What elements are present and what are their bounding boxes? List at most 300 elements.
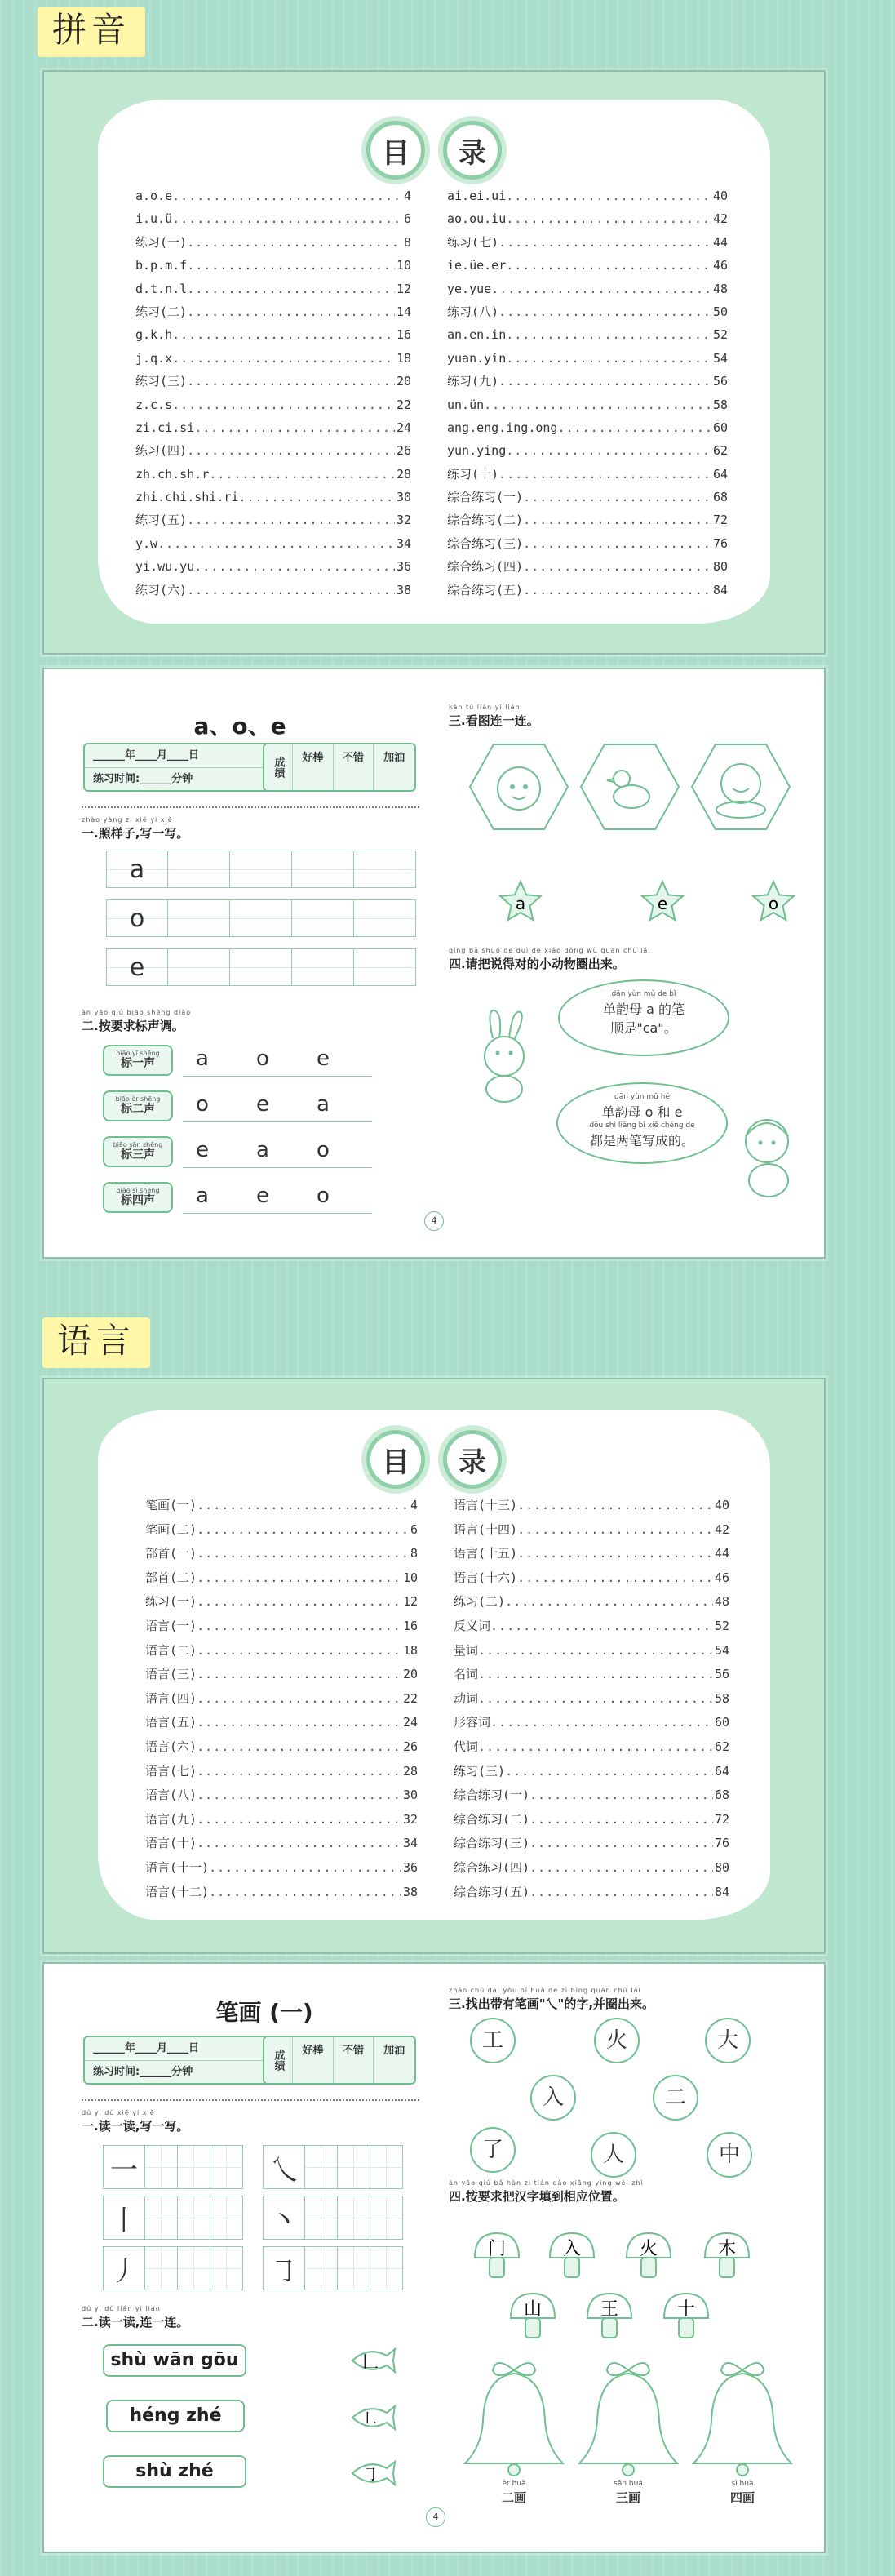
toc-entry-page: 6 xyxy=(410,1521,418,1537)
bell-answer-area[interactable] xyxy=(457,2356,571,2478)
toc-entry[interactable] xyxy=(447,254,728,277)
section-tag-label: 拼音 xyxy=(52,10,131,50)
toc-entry-page: 64 xyxy=(712,466,728,482)
mushroom-char: 山 xyxy=(523,2299,543,2320)
toc-entry-title: 语言(六) xyxy=(145,1739,197,1754)
toc-entry[interactable] xyxy=(145,1566,418,1591)
toc-entry[interactable] xyxy=(135,323,411,346)
character-circle[interactable]: 了 xyxy=(470,2127,516,2173)
toc-entry[interactable] xyxy=(454,1614,729,1639)
toc-leader-dots xyxy=(498,370,711,393)
stroke-name-pill[interactable]: shù wān gōu xyxy=(103,2344,246,2377)
toc-entry[interactable] xyxy=(447,532,728,555)
speech-bubble-boy xyxy=(556,1082,728,1164)
toc-entry[interactable] xyxy=(447,300,728,323)
character-circle[interactable]: 入 xyxy=(530,2075,576,2121)
toc-entry-page: 48 xyxy=(714,1594,729,1610)
toc-entry-title: 练习(二) xyxy=(454,1594,506,1610)
writing-cell[interactable] xyxy=(354,899,416,937)
practice-time-line[interactable]: 练习时间:______分钟 xyxy=(85,2060,274,2083)
tone-letter[interactable]: a xyxy=(196,1046,209,1071)
toc-entry[interactable] xyxy=(135,555,411,578)
toc-entry-page: 44 xyxy=(712,234,728,250)
tone-row-underline xyxy=(183,1076,372,1077)
writing-cell[interactable] xyxy=(370,2145,403,2189)
writing-cell[interactable] xyxy=(338,2196,370,2240)
pinyin-annotation: èr huà xyxy=(502,2480,526,2488)
boy-illustration[interactable] xyxy=(729,1110,808,1200)
toc-entry[interactable] xyxy=(454,1542,729,1566)
toc-entry[interactable] xyxy=(447,393,728,416)
stroke-name-pill[interactable]: shù zhé xyxy=(103,2455,246,2488)
toc-leader-dots xyxy=(209,1881,401,1905)
toc-leader-dots xyxy=(187,509,395,531)
toc-entry[interactable] xyxy=(454,1518,729,1543)
toc-entry[interactable] xyxy=(454,1735,729,1760)
writing-cell[interactable] xyxy=(305,2246,338,2290)
writing-cell[interactable] xyxy=(370,2246,403,2290)
toc-entry-page: 28 xyxy=(396,466,411,482)
practice-time-line[interactable]: 练习时间:______分钟 xyxy=(85,767,274,790)
tone-row-underline xyxy=(183,1167,372,1168)
toc-entry-page: 8 xyxy=(403,234,411,250)
toc-entry-title: 练习(九) xyxy=(447,374,499,389)
toc-leader-dots xyxy=(478,1663,713,1687)
toc-entry[interactable] xyxy=(145,1542,418,1566)
toc-entry[interactable] xyxy=(135,416,411,439)
toc-entry-title: 练习(一) xyxy=(135,234,188,250)
toc-leader-dots xyxy=(523,532,711,555)
toc-entry[interactable] xyxy=(447,486,728,509)
toc-entry[interactable] xyxy=(145,1614,418,1639)
toc-column-right xyxy=(447,184,728,602)
toc-entry-title: 语言(七) xyxy=(145,1763,197,1779)
tone-instruction-button[interactable] xyxy=(103,1136,173,1167)
pinyin-annotation: biāo sì shēng xyxy=(116,1187,160,1194)
toc-entry[interactable] xyxy=(135,207,411,230)
tone-letter[interactable]: o xyxy=(196,1092,209,1117)
toc-entry[interactable] xyxy=(447,184,728,207)
toc-entry-title: un.ün xyxy=(447,397,485,412)
writing-cell[interactable] xyxy=(354,948,416,986)
tone-letter[interactable]: e xyxy=(256,1184,269,1208)
toc-leader-dots xyxy=(529,1783,713,1808)
writing-row[interactable] xyxy=(106,899,416,937)
score-option[interactable]: 加油 xyxy=(373,2037,414,2083)
writing-row[interactable] xyxy=(106,851,416,888)
toc-leader-dots xyxy=(529,1856,713,1881)
toc-entry[interactable] xyxy=(447,347,728,370)
pinyin-annotation: dú yi dú xiě yi xiě xyxy=(82,2109,155,2116)
toc-entry[interactable] xyxy=(454,1590,729,1614)
character-circle[interactable]: 大 xyxy=(705,2018,751,2063)
toc-entry[interactable] xyxy=(447,416,728,439)
page-title: 笔画 (一) xyxy=(215,1999,313,2026)
toc-entry-page: 26 xyxy=(402,1739,418,1754)
score-option[interactable]: 不错 xyxy=(333,744,374,790)
toc-entry[interactable] xyxy=(454,1663,729,1687)
writing-cell[interactable] xyxy=(178,2246,210,2290)
toc-entry-title: yuan.yin xyxy=(447,350,507,366)
toc-entry-page: 60 xyxy=(712,420,728,435)
tone-letter[interactable]: o xyxy=(256,1046,269,1071)
character-circle[interactable]: 中 xyxy=(707,2132,752,2178)
score-option[interactable]: 好棒 xyxy=(292,744,333,790)
section-heading xyxy=(82,816,188,842)
mushroom-char: 十 xyxy=(676,2299,696,2320)
toc-entry[interactable] xyxy=(447,323,728,346)
tone-letter[interactable]: a xyxy=(256,1138,269,1162)
pinyin-annotation: zhào yàng zi xiě yi xiě xyxy=(82,816,173,824)
star-letter-text: o xyxy=(768,894,779,913)
toc-leader-dots xyxy=(197,1663,401,1687)
toc-heading xyxy=(44,121,824,180)
writing-cell[interactable] xyxy=(178,2145,210,2189)
tone-letter[interactable]: a xyxy=(317,1092,330,1117)
toc-entry-title: yun.ying xyxy=(447,443,507,459)
pinyin-annotation: dān yùn mǔ de bǐ xyxy=(611,990,676,998)
date-time-box xyxy=(83,2036,276,2085)
tone-instruction-button[interactable] xyxy=(103,1090,173,1121)
score-option[interactable]: 好棒 xyxy=(292,2037,333,2083)
toc-entry-page: 18 xyxy=(396,350,411,366)
toc-entry[interactable] xyxy=(145,1590,418,1614)
toc-entry[interactable] xyxy=(135,254,411,277)
writing-cell[interactable] xyxy=(230,899,292,937)
section-heading xyxy=(82,2305,188,2330)
fish-stroke[interactable] xyxy=(348,2344,397,2377)
toc-title-char: 录 xyxy=(443,1430,502,1489)
toc-entry[interactable] xyxy=(447,555,728,578)
toc-entry-title: 语言(十) xyxy=(145,1836,197,1851)
tone-row-underline xyxy=(183,1121,372,1122)
toc-entry[interactable] xyxy=(135,278,411,300)
tone-instruction-button[interactable] xyxy=(103,1045,173,1076)
toc-entry[interactable] xyxy=(145,1663,418,1687)
toc-entry-title: 综合练习(五) xyxy=(447,582,524,597)
star-letter[interactable] xyxy=(640,878,685,924)
toc-entry-title: 语言(五) xyxy=(145,1715,197,1730)
toc-heading xyxy=(44,1430,824,1489)
toc-entry[interactable] xyxy=(145,1518,418,1543)
page-number: 4 xyxy=(424,1211,444,1231)
toc-entry-page: 48 xyxy=(712,281,728,296)
tone-instruction-button[interactable] xyxy=(103,1182,173,1213)
bell-answer-area[interactable] xyxy=(685,2356,800,2478)
toc-entry[interactable] xyxy=(145,1639,418,1663)
section-tag-pinyin xyxy=(38,7,145,57)
stroke-grid[interactable] xyxy=(263,2196,403,2240)
tone-letter[interactable]: e xyxy=(196,1138,209,1162)
toc-entry-title: 综合练习(一) xyxy=(454,1788,530,1803)
writing-row[interactable] xyxy=(106,948,416,986)
toc-entry-title: ang.eng.ing.ong xyxy=(447,420,558,435)
star-letter-text: a xyxy=(515,894,526,913)
toc-leader-dots xyxy=(172,207,402,230)
writing-cell[interactable] xyxy=(168,851,230,888)
writing-cell[interactable] xyxy=(338,2145,370,2189)
toc-entry[interactable] xyxy=(447,370,728,393)
writing-cell[interactable] xyxy=(305,2145,338,2189)
tone-row-underline xyxy=(183,1213,372,1214)
stroke-grid[interactable] xyxy=(103,2246,243,2290)
stroke-name-pill[interactable]: héng zhé xyxy=(106,2400,245,2432)
toc-entry[interactable] xyxy=(135,509,411,531)
toc-entry[interactable] xyxy=(454,1687,729,1712)
stroke-grid[interactable] xyxy=(103,2196,243,2240)
toc-entry-title: 练习(三) xyxy=(135,374,188,389)
bell-label xyxy=(481,2480,547,2506)
toc-entry[interactable] xyxy=(135,486,411,509)
toc-entry[interactable] xyxy=(454,1566,729,1591)
writing-cell[interactable] xyxy=(145,2246,178,2290)
writing-cell[interactable] xyxy=(210,2196,243,2240)
tone-letter[interactable]: e xyxy=(317,1046,330,1071)
stroke-grid[interactable] xyxy=(263,2145,403,2189)
toc-leader-dots xyxy=(187,231,402,254)
rabbit-illustration[interactable] xyxy=(465,1006,543,1104)
toc-entry[interactable] xyxy=(145,1687,418,1712)
toc-entry[interactable] xyxy=(145,1760,418,1784)
bell-answer-area[interactable] xyxy=(571,2356,685,2478)
toc-entry[interactable] xyxy=(454,1832,729,1856)
toc-entry-page: 6 xyxy=(403,211,411,227)
score-box xyxy=(263,2036,416,2085)
section-label: 一.读一读,写一写。 xyxy=(82,2119,189,2134)
toc-leader-dots xyxy=(197,1542,409,1566)
toc-entry[interactable] xyxy=(447,463,728,486)
toc-leader-dots xyxy=(506,254,711,277)
pinyin-annotation: sì huà xyxy=(731,2480,754,2488)
sample-stroke: ㇆ xyxy=(263,2246,305,2290)
worksheet-page-aoe xyxy=(42,668,826,1259)
toc-leader-dots xyxy=(517,1542,713,1566)
mushroom-char: 入 xyxy=(562,2239,582,2259)
sample-stroke: 丿 xyxy=(103,2246,145,2290)
toc-entry-page: 84 xyxy=(712,582,728,597)
character-circle[interactable]: 工 xyxy=(470,2018,516,2063)
toc-entry-title: an.en.in xyxy=(447,327,507,343)
writing-cell[interactable] xyxy=(210,2145,243,2189)
writing-cell[interactable] xyxy=(292,899,354,937)
toc-entry[interactable] xyxy=(145,1881,418,1905)
toc-entry-title: 语言(十五) xyxy=(454,1546,518,1561)
toc-entry-page: 20 xyxy=(396,374,411,389)
hexagon-picture-girl[interactable] xyxy=(468,743,569,831)
toc-entry-page: 40 xyxy=(712,189,728,203)
tone-instruction-label: 标四声 xyxy=(121,1194,155,1207)
toc-entry[interactable] xyxy=(135,184,411,207)
score-option[interactable]: 不错 xyxy=(333,2037,374,2083)
writing-cell[interactable] xyxy=(305,2196,338,2240)
toc-entry-page: 10 xyxy=(396,258,411,273)
toc-leader-dots xyxy=(529,1808,713,1832)
toc-entry[interactable] xyxy=(447,579,728,602)
toc-entry[interactable] xyxy=(145,1735,418,1760)
star-letter[interactable] xyxy=(751,878,796,924)
toc-entry-page: 52 xyxy=(712,327,728,343)
writing-cell[interactable] xyxy=(370,2196,403,2240)
writing-cell[interactable] xyxy=(292,851,354,888)
toc-entry-title: ao.ou.iu xyxy=(447,211,507,227)
toc-entry[interactable] xyxy=(447,207,728,230)
toc-entry[interactable] xyxy=(447,439,728,462)
toc-entry-title: g.k.h xyxy=(135,327,173,343)
pinyin-annotation: dú yi dú lián yi lián xyxy=(82,2305,161,2312)
writing-cell[interactable] xyxy=(145,2196,178,2240)
toc-entry-page: 72 xyxy=(712,513,728,528)
toc-entry-page: 40 xyxy=(714,1498,729,1512)
toc-entry-title: 量词 xyxy=(454,1642,479,1658)
toc-leader-dots xyxy=(505,1760,713,1784)
toc-leader-dots xyxy=(197,1590,401,1614)
toc-entry[interactable] xyxy=(454,1808,729,1832)
mushroom-character[interactable] xyxy=(702,2230,752,2281)
tone-letter[interactable]: o xyxy=(317,1184,330,1208)
character-circle[interactable]: 二 xyxy=(653,2075,698,2121)
sample-stroke: 丨 xyxy=(103,2196,145,2240)
mushroom-character[interactable] xyxy=(472,2230,522,2281)
toc-entry[interactable] xyxy=(145,1832,418,1856)
toc-entry-page: 42 xyxy=(714,1521,729,1537)
toc-entry-title: 综合练习(一) xyxy=(447,490,524,505)
toc-entry[interactable] xyxy=(135,463,411,486)
stroke-grid[interactable] xyxy=(263,2246,403,2290)
toc-entry-title: 语言(九) xyxy=(145,1811,197,1827)
toc-entry-page: 68 xyxy=(712,490,728,505)
tone-letter[interactable]: a xyxy=(196,1184,209,1208)
character-circle[interactable]: 人 xyxy=(591,2132,636,2178)
writing-cell[interactable] xyxy=(168,899,230,937)
toc-entry[interactable] xyxy=(145,1808,418,1832)
toc-entry-title: 练习(八) xyxy=(447,304,499,319)
writing-cell[interactable] xyxy=(168,948,230,986)
toc-entry[interactable] xyxy=(447,509,728,531)
toc-entry[interactable] xyxy=(454,1760,729,1784)
toc-entry-page: 22 xyxy=(396,397,411,412)
toc-entry[interactable] xyxy=(145,1783,418,1808)
pinyin-annotation: sān huà xyxy=(614,2480,643,2488)
score-label: 成绩 xyxy=(272,757,285,778)
toc-entry[interactable] xyxy=(135,439,411,462)
toc-entry-page: 24 xyxy=(402,1715,418,1730)
mushroom-character[interactable] xyxy=(661,2290,711,2341)
bell-label xyxy=(710,2480,775,2506)
mushroom-character[interactable] xyxy=(623,2230,674,2281)
toc-entry[interactable] xyxy=(135,370,411,393)
divider xyxy=(82,806,419,808)
toc-entry[interactable] xyxy=(145,1711,418,1735)
bell-label xyxy=(596,2480,661,2506)
toc-leader-dots xyxy=(194,416,395,439)
toc-entry[interactable] xyxy=(454,1711,729,1735)
toc-entry-title: 练习(三) xyxy=(454,1763,506,1779)
toc-leader-dots xyxy=(478,1639,713,1663)
writing-cell[interactable] xyxy=(230,948,292,986)
writing-cell[interactable] xyxy=(145,2145,178,2189)
date-line[interactable]: ______年____月____日 xyxy=(93,749,200,762)
toc-entry-page: 68 xyxy=(714,1788,729,1803)
date-line[interactable]: ______年____月____日 xyxy=(93,2042,200,2054)
toc-entry-page: 54 xyxy=(712,350,728,366)
toc-entry-page: 36 xyxy=(402,1859,418,1875)
toc-entry-title: 语言(十二) xyxy=(145,1884,210,1899)
mushroom-character[interactable] xyxy=(584,2290,635,2341)
toc-entry[interactable] xyxy=(135,393,411,416)
toc-leader-dots xyxy=(557,416,711,439)
hexagon-picture-goose[interactable] xyxy=(579,743,680,831)
toc-entry-title: ie.üe.er xyxy=(447,258,507,273)
toc-entry[interactable] xyxy=(454,1494,729,1518)
toc-leader-dots xyxy=(172,393,395,416)
toc-entry-title: i.u.ü xyxy=(135,211,173,227)
tone-letter[interactable]: o xyxy=(317,1138,330,1162)
toc-entry[interactable] xyxy=(454,1639,729,1663)
toc-entry[interactable] xyxy=(135,231,411,254)
toc-entry[interactable] xyxy=(135,300,411,323)
toc-entry[interactable] xyxy=(454,1856,729,1881)
toc-entry-title: 综合练习(三) xyxy=(447,535,524,551)
writing-cell[interactable] xyxy=(230,851,292,888)
section-heading xyxy=(82,1009,191,1034)
toc-leader-dots xyxy=(197,1687,401,1712)
toc-leader-dots xyxy=(478,1735,713,1760)
fish-stroke[interactable] xyxy=(348,2401,397,2434)
writing-cell[interactable] xyxy=(354,851,416,888)
star-letter[interactable] xyxy=(498,878,543,924)
toc-entry[interactable] xyxy=(135,347,411,370)
toc-entry-page: 8 xyxy=(410,1546,418,1561)
toc-leader-dots xyxy=(197,1639,401,1663)
toc-entry[interactable] xyxy=(447,278,728,300)
tone-letter[interactable]: e xyxy=(256,1092,269,1117)
toc-entry[interactable] xyxy=(145,1856,418,1881)
toc-leader-dots xyxy=(197,1494,409,1518)
toc-entry[interactable] xyxy=(454,1783,729,1808)
toc-leader-dots xyxy=(491,278,711,300)
fish-stroke[interactable] xyxy=(348,2457,397,2489)
toc-entry-title: 部首(一) xyxy=(145,1546,197,1561)
toc-entry[interactable] xyxy=(135,579,411,602)
score-option[interactable]: 加油 xyxy=(373,744,414,790)
toc-column-left xyxy=(135,184,411,602)
section-heading xyxy=(449,704,539,729)
toc-entry-title: ai.ei.ui xyxy=(447,189,507,203)
toc-entry-title: zh.ch.sh.r xyxy=(135,466,210,482)
toc-leader-dots xyxy=(197,1808,401,1832)
bubble-text: 顺是"ca"。 xyxy=(610,1020,677,1036)
writing-cell[interactable] xyxy=(178,2196,210,2240)
writing-cell[interactable] xyxy=(292,948,354,986)
toc-entry[interactable] xyxy=(145,1494,418,1518)
toc-entry-title: 练习(十) xyxy=(447,466,499,482)
hexagon-picture-boy[interactable] xyxy=(690,743,791,831)
stroke-grid[interactable] xyxy=(103,2145,243,2189)
tone-instruction-label: 标一声 xyxy=(121,1057,155,1070)
toc-entry[interactable] xyxy=(447,231,728,254)
writing-cell[interactable] xyxy=(210,2246,243,2290)
mushroom-character[interactable] xyxy=(507,2290,558,2341)
toc-entry[interactable] xyxy=(454,1881,729,1905)
character-circle[interactable]: 火 xyxy=(594,2018,640,2063)
mushroom-char: 木 xyxy=(717,2239,737,2259)
divider xyxy=(82,2099,419,2101)
mushroom-character[interactable] xyxy=(547,2230,597,2281)
toc-entry[interactable] xyxy=(135,532,411,555)
writing-cell[interactable] xyxy=(338,2246,370,2290)
toc-leader-dots xyxy=(490,1711,713,1735)
toc-entry-page: 14 xyxy=(396,304,411,319)
